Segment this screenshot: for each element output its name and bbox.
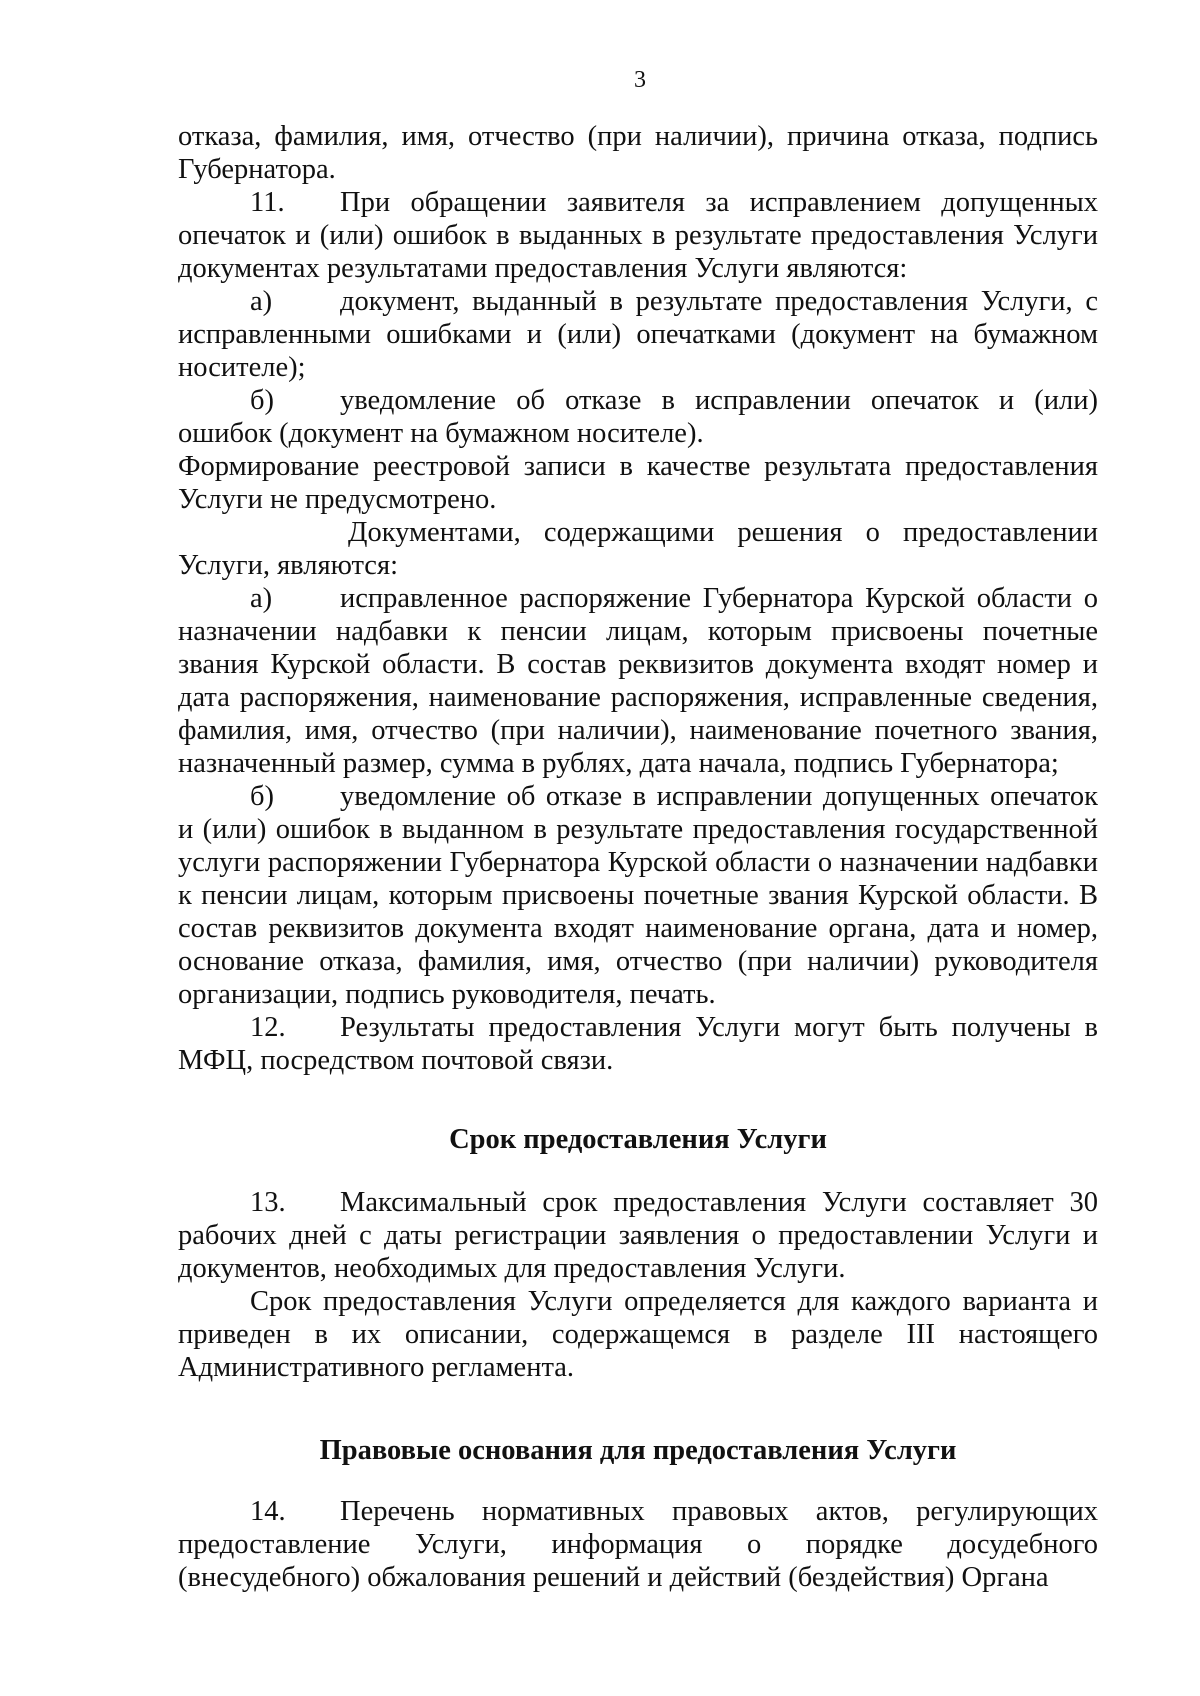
paragraph-11 [178,186,1098,285]
document-body [178,120,1098,1594]
paragraph-text: Результаты предоставления Услуги могут быть получены в МФЦ, посредством почтовой связи. [178,1012,1098,1076]
list-item-text: исправленное распоряжение Губернатора Курской области о назначении надбавки к пенсии лицам, которым присвоены почетные звания Курской области. В состав реквизитов документа входят номер и дата распоряжения, наименование распоряжения, исправленные сведения, фамилия, имя, отчество (при наличии), наименование почетного звания, назначенный размер, сумма в рублях, дата начала, подпись Губернатора; [178,583,1098,779]
paragraph-14 [178,1495,1098,1594]
paragraph-number: 14. [250,1496,286,1527]
list-marker: а) [250,583,273,614]
section-heading-term: Срок предоставления Услуги [449,1124,827,1155]
paragraph-registry: Формирование реестровой записи в качестве результата предоставления Услуги не предусмотрено. [178,451,1098,515]
list-item-a [178,285,1098,384]
paragraph-text: Максимальный срок предоставления Услуги составляет 30 рабочих дней с даты регистрации заявления о предоставлении Услуги и документов, необходимых для предоставления Услуги. [178,1187,1098,1284]
paragraph-number: 12. [250,1012,286,1043]
paragraph-text: При обращении заявителя за исправлением допущенных опечаток и (или) ошибок в выданных в результате предоставления Услуги документах результатами предоставления Услуги являются: [178,187,1098,284]
page-number: 3 [634,67,646,93]
list-marker: б) [250,385,274,416]
paragraph-number: 11. [250,187,285,218]
paragraph-13-extra: Срок предоставления Услуги определяется для каждого варианта и приведен в их описании, содержащемся в разделе III настоящего Административного регламента. [178,1286,1098,1383]
list-item-docs-a [178,582,1098,780]
paragraph-documents: Документами, содержащими решения о предоставлении Услуги, являются: [178,517,1098,581]
list-marker: б) [250,781,274,812]
list-marker: а) [250,286,273,317]
list-item-text: уведомление об отказе в исправлении допущенных опечаток и (или) ошибок в выданном в результате предоставления государственной услуги распоряжении Губернатора Курской области о назначении надбавки к пенсии лицам, которым присвоены почетные звания Курской области. В состав реквизитов документа входят наименование органа, дата и номер, основание отказа, фамилия, имя, отчество (при наличии) руководителя организации, подпись руководителя, печать. [178,781,1098,1010]
list-item-b [178,384,1098,450]
paragraph-continuation: отказа, фамилия, имя, отчество (при наличии), причина отказа, подпись Губернатора. [178,121,1098,185]
list-item-docs-b [178,780,1098,1011]
section-heading-legal: Правовые основания для предоставления Услуги [319,1435,957,1466]
paragraph-text: Перечень нормативных правовых актов, регулирующих предоставление Услуги, информация о порядке досудебного (внесудебного) обжалования решений и действий (бездействия) Органа [178,1496,1098,1593]
paragraph-12 [178,1011,1098,1077]
list-item-text: уведомление об отказе в исправлении опечаток и (или) ошибок (документ на бумажном носителе). [178,385,1098,449]
paragraph-13 [178,1186,1098,1285]
list-item-text: документ, выданный в результате предоставления Услуги, с исправленными ошибками и (или) опечатками (документ на бумажном носителе); [178,286,1098,383]
paragraph-number: 13. [250,1187,286,1218]
